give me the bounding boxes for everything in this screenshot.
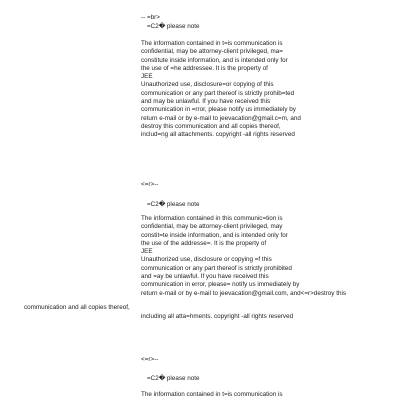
block1-line: and may be unlawful. If you have received this <box>141 98 271 106</box>
block1-line: The information contained in t=is communication is <box>141 40 283 47</box>
block1-line: the use of =he addressee. It is the property of <box>141 64 268 72</box>
block1-line: destroy this communication and all copies thereof, <box>141 122 281 130</box>
block2-line: return e-mail or by e-mail to jeevacation@gmail.com, and<=r>destroy this <box>141 289 347 297</box>
block2-line: confidential, may be attorney-client privileged, may <box>141 223 283 231</box>
block2-disclaimer <box>141 215 391 298</box>
block1-note: =C2� please note <box>147 23 200 30</box>
block2-line: Unauthorized use, disclosure or copying =f this <box>141 256 272 264</box>
block2-marker: <=r>-- <box>141 181 159 188</box>
block1-line: return e-mail or by e-mail to jeevacation@gmail.c=m, and <box>141 114 301 122</box>
block1-line: constitute inside information, and is intended only for <box>141 56 288 64</box>
block2-note: =C2� please note <box>147 201 200 208</box>
block1-marker: -- =br> <box>141 14 160 21</box>
block1-line: JEE <box>141 73 153 81</box>
block2-last-line: including all atta=hments. copyright -all rights reserved <box>141 313 294 320</box>
block1-line: communication or any part thereof is strictly prohib=ted <box>141 89 295 97</box>
block1-line: Unauthorized use, disclosure=or copying of this <box>141 81 274 89</box>
block1-disclaimer <box>141 40 391 140</box>
block3-line: The information contained in t=is communication is <box>141 391 283 398</box>
block2-line: constit=te inside information, and is intended only for <box>141 231 288 239</box>
block3-note: =C2� please note <box>147 375 200 382</box>
block1-line: confidential, may be attorney-client privileged, ma= <box>141 48 283 56</box>
block3-marker: <=r>-- <box>141 356 159 363</box>
block2-line: JEE <box>141 248 153 256</box>
block2-line: the use of the addresse=. It is the property of <box>141 239 267 247</box>
block2-wrapped-line: communication and all copies thereof, <box>24 304 130 311</box>
block1-line: communication in =rror, please notify us immediately by <box>141 106 296 114</box>
block2-line: The information contained in this communic=tion is <box>141 215 283 222</box>
block2-line: communication in error, please= notify us immediately by <box>141 281 300 289</box>
block1-line: includ=ng all attachments. copyright -all rights reserved <box>141 131 295 139</box>
block2-line: communication or any part thereof is strictly prohibited <box>141 264 292 272</box>
block2-line: and =ay be unlawful. If you have received this <box>141 273 269 281</box>
